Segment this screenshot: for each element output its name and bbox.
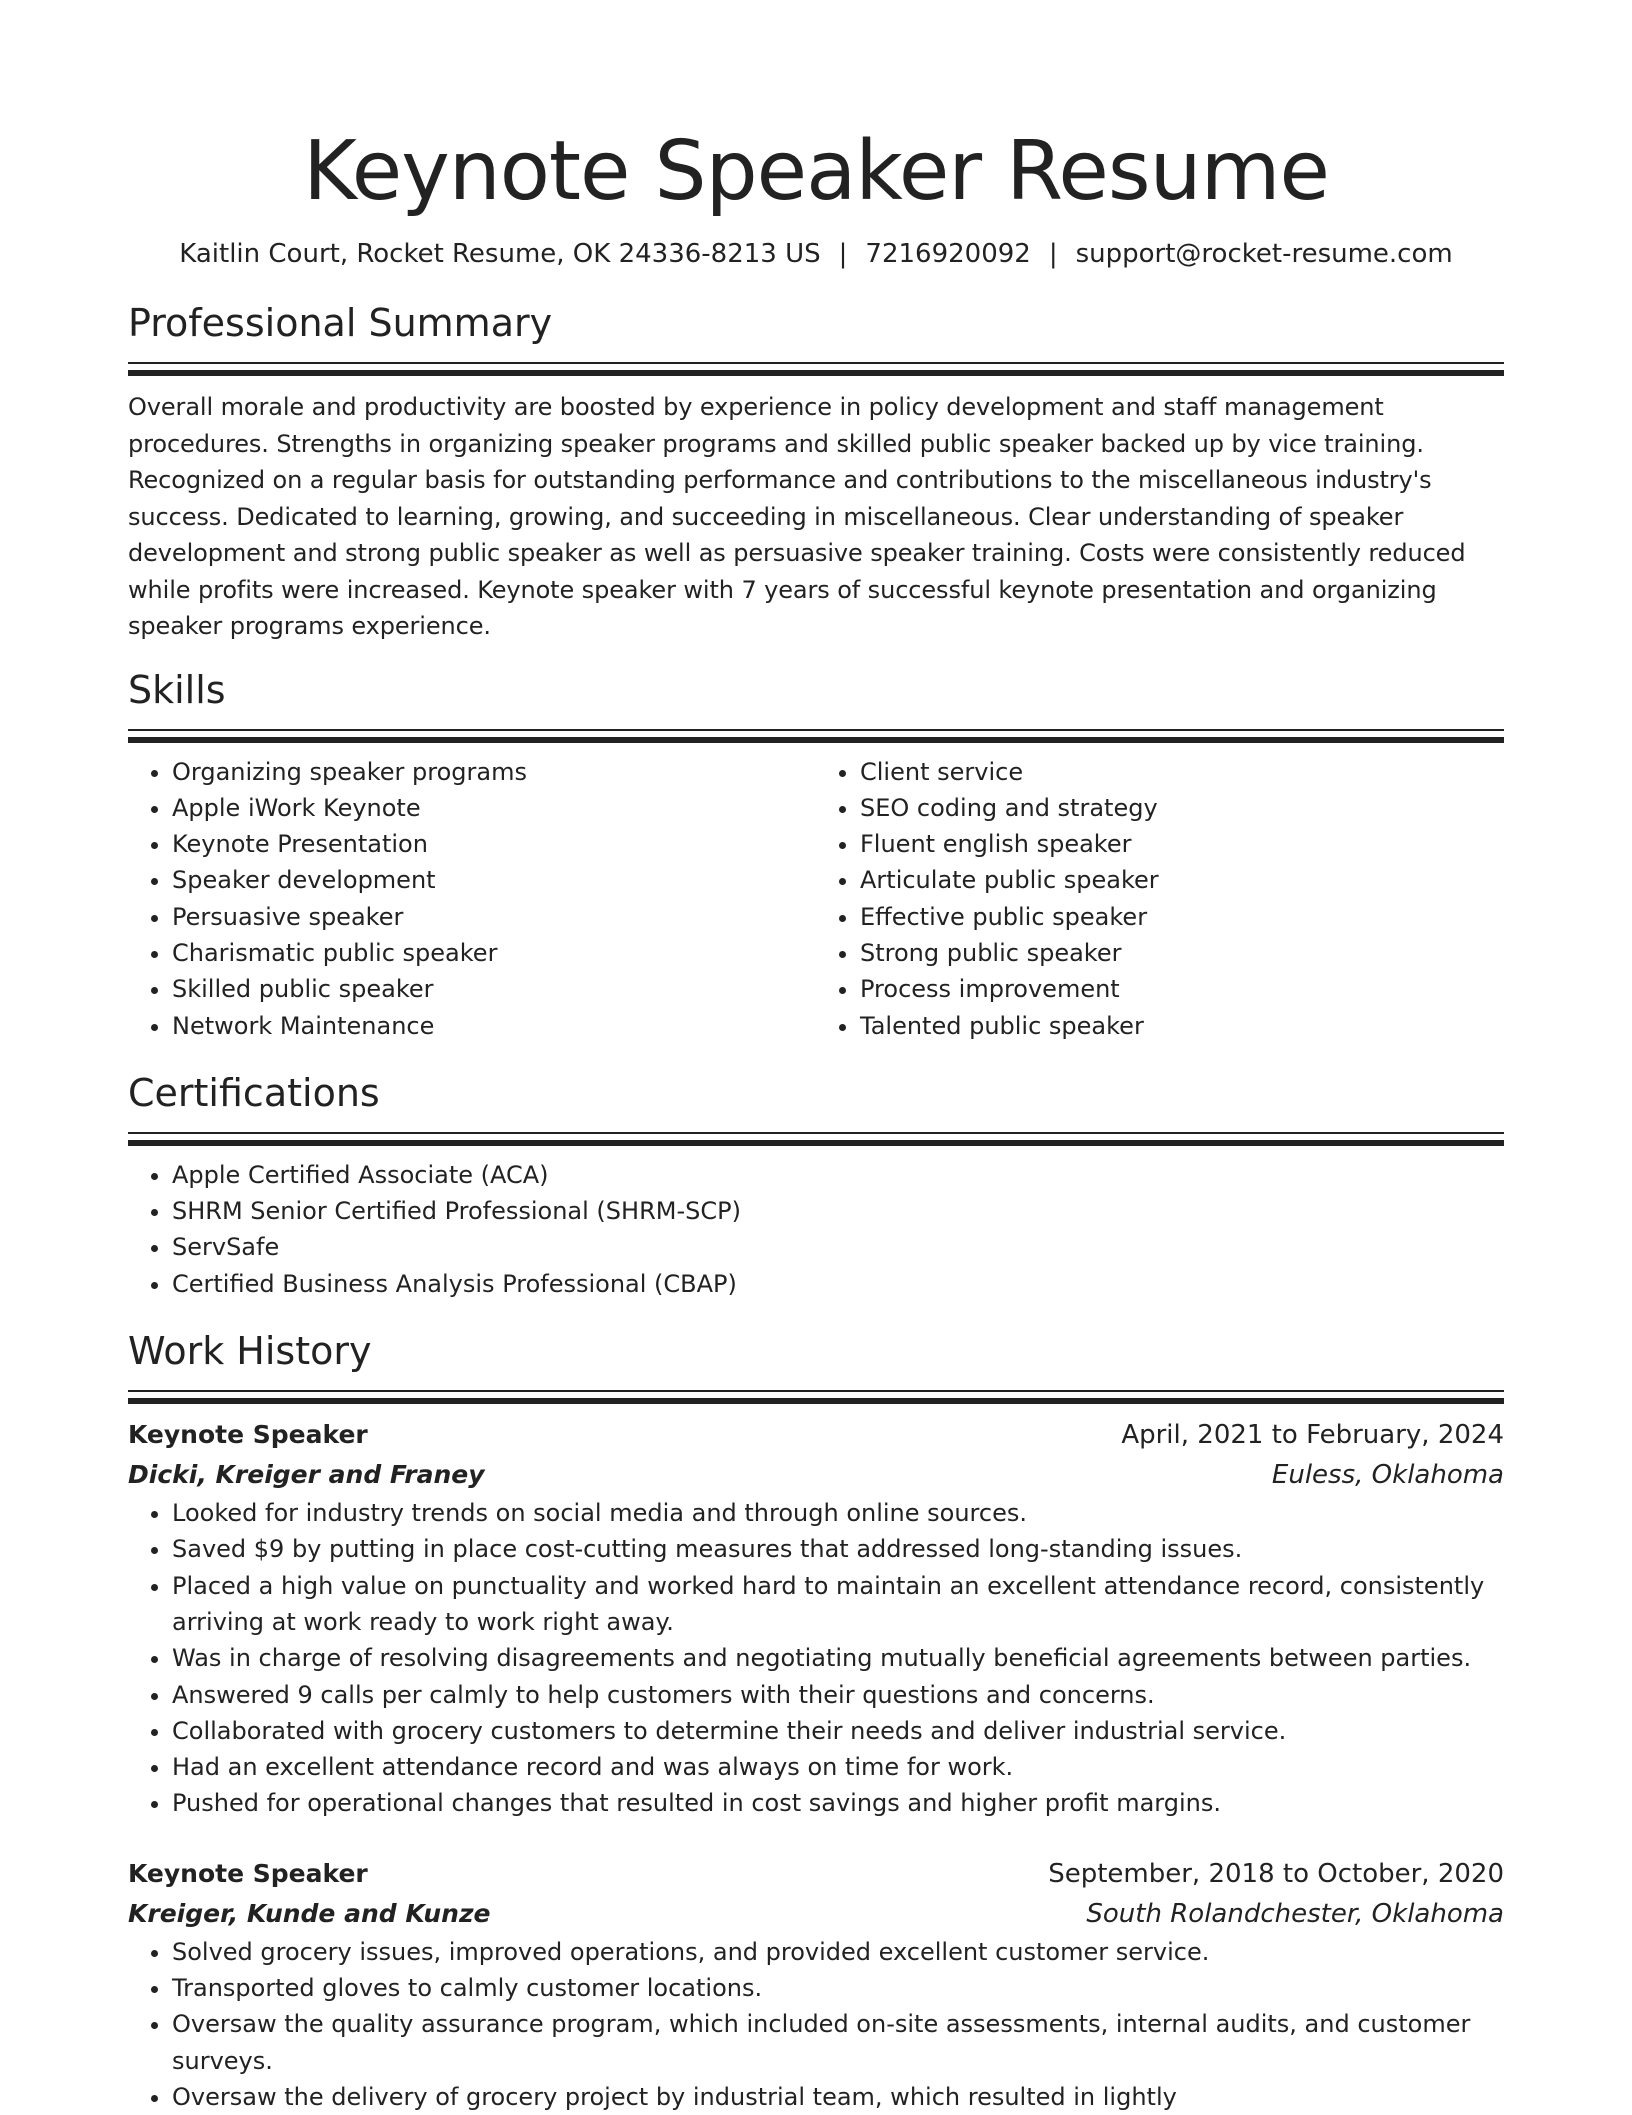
contact-line [128, 238, 1504, 270]
job-company: Dicki, Kreiger and Franey [128, 1460, 485, 1490]
job-bullet: • Oversaw the delivery of grocery project by industrial team, which resulted in lightly [172, 2079, 1504, 2115]
certification-item: • ServSafe [172, 1229, 1504, 1265]
skill-item: • Fluent english speaker [860, 826, 1504, 862]
skills-section [128, 667, 1504, 1044]
job-entry [128, 1854, 1504, 2115]
job-subheader [128, 1455, 1504, 1495]
skill-item: • Persuasive speaker [172, 899, 816, 935]
skill-item: • SEO coding and strategy [860, 790, 1504, 826]
job-dates: April, 2021 to February, 2024 [1121, 1420, 1504, 1451]
job-location: Euless, Oklahoma [1271, 1460, 1504, 1491]
certification-item: • Certified Business Analysis Professional (CBAP) [172, 1266, 1504, 1302]
job-bullet: • Collaborated with grocery customers to determine their needs and deliver industrial service. [172, 1713, 1504, 1749]
skill-item: • Speaker development [172, 862, 816, 898]
skill-item: • Skilled public speaker [172, 971, 816, 1007]
certification-item: • Apple Certified Associate (ACA) [172, 1157, 1504, 1193]
certifications-section [128, 1070, 1504, 1302]
contact-separator: | [838, 239, 848, 269]
certifications-list [128, 1157, 1504, 1302]
job-dates: September, 2018 to October, 2020 [1048, 1858, 1504, 1889]
job-bullet: • Was in charge of resolving disagreements and negotiating mutually beneficial agreements between parties. [172, 1640, 1504, 1676]
job-bullet: • Looked for industry trends on social media and through online sources. [172, 1495, 1504, 1531]
skill-item: • Organizing speaker programs [172, 754, 816, 790]
work-history-section [128, 1328, 1504, 2115]
skill-item: • Strong public speaker [860, 935, 1504, 971]
job-bullet: • Oversaw the quality assurance program, which included on-site assessments, internal audits, and customer surveys. [172, 2006, 1504, 2079]
section-heading: Work History [128, 1329, 372, 1374]
section-divider [128, 1390, 1504, 1403]
section-divider [128, 1132, 1504, 1145]
skill-item: • Charismatic public speaker [172, 935, 816, 971]
skill-item: • Apple iWork Keynote [172, 790, 816, 826]
skill-item: • Effective public speaker [860, 899, 1504, 935]
section-heading: Professional Summary [128, 301, 553, 345]
email: support@rocket-resume.com [1075, 239, 1453, 269]
job-entry [128, 1415, 1504, 1822]
skill-item: • Process improvement [860, 971, 1504, 1007]
job-subheader [128, 1894, 1504, 1934]
job-bullets [128, 1934, 1504, 2115]
job-title: Keynote Speaker [128, 1858, 368, 1888]
job-bullet: • Transported gloves to calmly customer locations. [172, 1970, 1504, 2006]
skill-item: • Network Maintenance [172, 1008, 816, 1044]
certification-item: • SHRM Senior Certified Professional (SHRM-SCP) [172, 1193, 1504, 1229]
skill-item: • Articulate public speaker [860, 862, 1504, 898]
resume-page [128, 0, 1504, 2115]
job-bullet: • Placed a high value on punctuality and worked hard to maintain an excellent attendance record, consistently arriving at work ready to work right away. [172, 1568, 1504, 1641]
summary-text: Overall morale and productivity are boosted by experience in policy development and staff management procedures. Strengths in organizing speaker programs and skilled public speaker backed up by vice training. Recognized on a regular basis for outstanding performance and contributions to the miscellaneous industry's success. Dedicated to learning, growing, and succeeding in miscellaneous. Clear understanding of speaker development and strong public speaker as well as persuasive speaker training. Costs were consistently reduced while profits were increased. Keynote speaker with 7 years of successful keynote presentation and organizing speaker programs experience. [128, 393, 1466, 640]
job-bullet: • Saved $9 by putting in place cost-cutting measures that addressed long-standing issues. [172, 1531, 1504, 1567]
job-bullet: • Solved grocery issues, improved operations, and provided excellent customer service. [172, 1934, 1504, 1970]
job-company: Kreiger, Kunde and Kunze [128, 1898, 491, 1928]
job-title: Keynote Speaker [128, 1420, 368, 1450]
job-header [128, 1415, 1504, 1455]
summary-section [128, 300, 1504, 645]
section-heading: Skills [128, 667, 226, 712]
job-location: South Rolandchester, Oklahoma [1086, 1898, 1504, 1929]
skill-item: • Client service [860, 754, 1504, 790]
address: Kaitlin Court, Rocket Resume, OK 24336-8213 US [179, 239, 821, 269]
section-heading: Certifications [128, 1070, 380, 1115]
resume-title: Keynote Speaker Resume [303, 124, 1329, 219]
skills-list-left [128, 754, 816, 1044]
job-header [128, 1854, 1504, 1894]
skill-item: • Talented public speaker [860, 1008, 1504, 1044]
contact-separator: | [1048, 239, 1058, 269]
skills-list-right [816, 754, 1504, 1044]
job-bullet: • Had an excellent attendance record and was always on time for work. [172, 1749, 1504, 1785]
skills-columns [128, 754, 1504, 1044]
skill-item: • Keynote Presentation [172, 826, 816, 862]
job-bullet: • Pushed for operational changes that resulted in cost savings and higher profit margins. [172, 1785, 1504, 1821]
phone: 7216920092 [865, 239, 1031, 269]
job-bullet: • Answered 9 calls per calmly to help customers with their questions and concerns. [172, 1677, 1504, 1713]
job-bullets [128, 1495, 1504, 1822]
section-divider [128, 362, 1504, 375]
section-divider [128, 729, 1504, 742]
